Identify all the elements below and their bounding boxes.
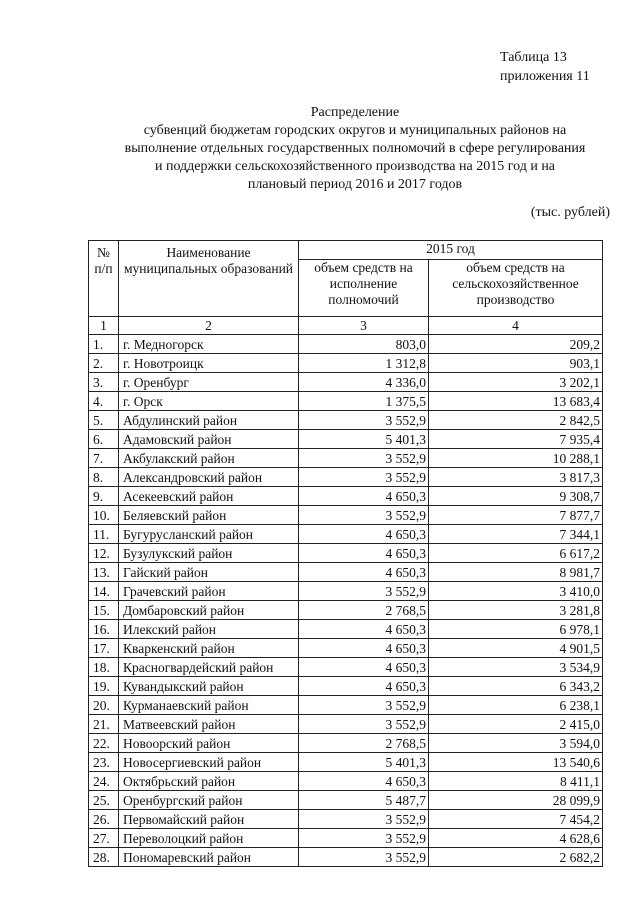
table-row bbox=[89, 430, 603, 449]
exec-amount: 4 650,3 bbox=[299, 677, 429, 696]
support-amount: 6 978,1 bbox=[429, 620, 603, 639]
municipality-name: Матвеевский район bbox=[119, 715, 299, 734]
support-amount: 3 410,0 bbox=[429, 582, 603, 601]
support-amount: 903,1 bbox=[429, 354, 603, 373]
row-number: 11. bbox=[89, 525, 119, 544]
table-row bbox=[89, 525, 603, 544]
exec-amount: 3 552,9 bbox=[299, 506, 429, 525]
table-row bbox=[89, 734, 603, 753]
municipality-name: Бугурусланский район bbox=[119, 525, 299, 544]
support-amount: 7 935,4 bbox=[429, 430, 603, 449]
table-row bbox=[89, 468, 603, 487]
table-row bbox=[89, 791, 603, 810]
title-line-2: субвенций бюджетам городских округов и муниципальных районов на bbox=[143, 123, 567, 138]
support-amount: 4 628,6 bbox=[429, 829, 603, 848]
row-number: 26. bbox=[89, 810, 119, 829]
row-number: 10. bbox=[89, 506, 119, 525]
support-amount: 7 877,7 bbox=[429, 506, 603, 525]
exec-amount: 3 552,9 bbox=[299, 810, 429, 829]
exec-amount: 4 650,3 bbox=[299, 639, 429, 658]
municipality-name: Октябрьский район bbox=[119, 772, 299, 791]
municipality-name: Кваркенский район bbox=[119, 639, 299, 658]
row-number: 22. bbox=[89, 734, 119, 753]
header-number: № п/п bbox=[89, 241, 119, 317]
exec-amount: 5 401,3 bbox=[299, 753, 429, 772]
table-row bbox=[89, 487, 603, 506]
row-number: 6. bbox=[89, 430, 119, 449]
support-amount: 2 682,2 bbox=[429, 848, 603, 867]
exec-amount: 4 336,0 bbox=[299, 373, 429, 392]
support-amount: 2 842,5 bbox=[429, 411, 603, 430]
exec-amount: 4 650,3 bbox=[299, 487, 429, 506]
exec-amount: 3 552,9 bbox=[299, 715, 429, 734]
table-row bbox=[89, 373, 603, 392]
municipality-name: Красногвардейский район bbox=[119, 658, 299, 677]
table-row bbox=[89, 601, 603, 620]
row-number: 24. bbox=[89, 772, 119, 791]
row-number: 2. bbox=[89, 354, 119, 373]
support-amount: 7 454,2 bbox=[429, 810, 603, 829]
municipality-name: Переволоцкий район bbox=[119, 829, 299, 848]
index-cell: 2 bbox=[119, 317, 299, 335]
exec-amount: 4 650,3 bbox=[299, 563, 429, 582]
exec-amount: 3 552,9 bbox=[299, 582, 429, 601]
index-cell: 4 bbox=[429, 317, 603, 335]
support-amount: 6 617,2 bbox=[429, 544, 603, 563]
table-row bbox=[89, 772, 603, 791]
municipality-name: Бузулукский район bbox=[119, 544, 299, 563]
index-cell: 1 bbox=[89, 317, 119, 335]
appendix-number: приложения 11 bbox=[500, 69, 590, 84]
header-exec: объем средств на исполнение полномочий bbox=[299, 260, 429, 317]
row-number: 8. bbox=[89, 468, 119, 487]
support-amount: 13 683,4 bbox=[429, 392, 603, 411]
exec-amount: 5 487,7 bbox=[299, 791, 429, 810]
row-number: 25. bbox=[89, 791, 119, 810]
support-amount: 209,2 bbox=[429, 335, 603, 354]
municipality-name: г. Новотроицк bbox=[119, 354, 299, 373]
row-number: 15. bbox=[89, 601, 119, 620]
exec-amount: 4 650,3 bbox=[299, 772, 429, 791]
table-row bbox=[89, 335, 603, 354]
table-row bbox=[89, 715, 603, 734]
header-support: объем средств на сельскохозяйственное производство bbox=[429, 260, 603, 317]
row-number: 14. bbox=[89, 582, 119, 601]
units-label: (тыс. рублей) bbox=[530, 205, 610, 220]
exec-amount: 3 552,9 bbox=[299, 696, 429, 715]
municipality-name: Грачевский район bbox=[119, 582, 299, 601]
row-number: 18. bbox=[89, 658, 119, 677]
index-cell: 3 bbox=[299, 317, 429, 335]
municipality-name: Асекеевский район bbox=[119, 487, 299, 506]
support-amount: 6 343,2 bbox=[429, 677, 603, 696]
municipality-name: Домбаровский район bbox=[119, 601, 299, 620]
municipality-name: Гайский район bbox=[119, 563, 299, 582]
support-amount: 13 540,6 bbox=[429, 753, 603, 772]
exec-amount: 803,0 bbox=[299, 335, 429, 354]
row-number: 23. bbox=[89, 753, 119, 772]
table-row bbox=[89, 677, 603, 696]
municipality-name: Пономаревский район bbox=[119, 848, 299, 867]
table-row bbox=[89, 639, 603, 658]
row-number: 19. bbox=[89, 677, 119, 696]
exec-amount: 1 375,5 bbox=[299, 392, 429, 411]
row-number: 7. bbox=[89, 449, 119, 468]
support-amount: 10 288,1 bbox=[429, 449, 603, 468]
support-amount: 3 817,3 bbox=[429, 468, 603, 487]
table-row bbox=[89, 354, 603, 373]
title-line-3: выполнение отдельных государственных полномочий в сфере регулирования bbox=[124, 141, 586, 156]
municipality-name: Абдулинский район bbox=[119, 411, 299, 430]
row-number: 5. bbox=[89, 411, 119, 430]
row-number: 21. bbox=[89, 715, 119, 734]
row-number: 17. bbox=[89, 639, 119, 658]
municipality-name: Кувандыкский район bbox=[119, 677, 299, 696]
row-number: 12. bbox=[89, 544, 119, 563]
table-reference bbox=[500, 48, 590, 86]
table-row bbox=[89, 753, 603, 772]
support-amount: 28 099,9 bbox=[429, 791, 603, 810]
municipality-name: Новосергиевский район bbox=[119, 753, 299, 772]
table-row bbox=[89, 449, 603, 468]
row-number: 20. bbox=[89, 696, 119, 715]
row-number: 13. bbox=[89, 563, 119, 582]
table-number: Таблица 13 bbox=[500, 50, 567, 65]
exec-amount: 4 650,3 bbox=[299, 544, 429, 563]
exec-amount: 2 768,5 bbox=[299, 601, 429, 620]
table-row bbox=[89, 392, 603, 411]
exec-amount: 4 650,3 bbox=[299, 620, 429, 639]
exec-amount: 3 552,9 bbox=[299, 829, 429, 848]
support-amount: 3 534,9 bbox=[429, 658, 603, 677]
table-body bbox=[89, 335, 603, 867]
municipality-name: Адамовский район bbox=[119, 430, 299, 449]
table-row bbox=[89, 658, 603, 677]
table-row bbox=[89, 506, 603, 525]
subvention-table bbox=[88, 240, 603, 867]
title-line-4: и поддержки сельскохозяйственного производства на 2015 год и на bbox=[154, 159, 556, 174]
municipality-name: Беляевский район bbox=[119, 506, 299, 525]
document-title bbox=[95, 104, 615, 194]
table-row bbox=[89, 620, 603, 639]
exec-amount: 3 552,9 bbox=[299, 848, 429, 867]
title-line-5: плановый период 2016 и 2017 годов bbox=[247, 177, 463, 192]
support-amount: 3 594,0 bbox=[429, 734, 603, 753]
municipality-name: Курманаевский район bbox=[119, 696, 299, 715]
municipality-name: Илекский район bbox=[119, 620, 299, 639]
header-year: 2015 год bbox=[299, 241, 603, 260]
municipality-name: Первомайский район bbox=[119, 810, 299, 829]
municipality-name: Новоорский район bbox=[119, 734, 299, 753]
support-amount: 3 202,1 bbox=[429, 373, 603, 392]
table-row bbox=[89, 582, 603, 601]
support-amount: 8 411,1 bbox=[429, 772, 603, 791]
support-amount: 4 901,5 bbox=[429, 639, 603, 658]
municipality-name: г. Медногорск bbox=[119, 335, 299, 354]
table-row bbox=[89, 829, 603, 848]
table-row bbox=[89, 696, 603, 715]
exec-amount: 4 650,3 bbox=[299, 525, 429, 544]
table-row bbox=[89, 848, 603, 867]
municipality-name: Оренбургский район bbox=[119, 791, 299, 810]
row-number: 1. bbox=[89, 335, 119, 354]
municipality-name: Акбулакский район bbox=[119, 449, 299, 468]
row-number: 9. bbox=[89, 487, 119, 506]
row-number: 4. bbox=[89, 392, 119, 411]
exec-amount: 3 552,9 bbox=[299, 449, 429, 468]
row-number: 16. bbox=[89, 620, 119, 639]
support-amount: 7 344,1 bbox=[429, 525, 603, 544]
table-row bbox=[89, 411, 603, 430]
municipality-name: Александровский район bbox=[119, 468, 299, 487]
exec-amount: 3 552,9 bbox=[299, 468, 429, 487]
municipality-name: г. Орск bbox=[119, 392, 299, 411]
table-row bbox=[89, 544, 603, 563]
exec-amount: 4 650,3 bbox=[299, 658, 429, 677]
municipality-name: г. Оренбург bbox=[119, 373, 299, 392]
exec-amount: 1 312,8 bbox=[299, 354, 429, 373]
row-number: 27. bbox=[89, 829, 119, 848]
row-number: 3. bbox=[89, 373, 119, 392]
support-amount: 3 281,8 bbox=[429, 601, 603, 620]
table-row bbox=[89, 810, 603, 829]
header-name: Наименование муниципальных образований bbox=[119, 241, 299, 317]
exec-amount: 2 768,5 bbox=[299, 734, 429, 753]
support-amount: 8 981,7 bbox=[429, 563, 603, 582]
row-number: 28. bbox=[89, 848, 119, 867]
support-amount: 9 308,7 bbox=[429, 487, 603, 506]
support-amount: 2 415,0 bbox=[429, 715, 603, 734]
exec-amount: 3 552,9 bbox=[299, 411, 429, 430]
support-amount: 6 238,1 bbox=[429, 696, 603, 715]
title-line-1: Распределение bbox=[310, 105, 400, 120]
table-row bbox=[89, 563, 603, 582]
exec-amount: 5 401,3 bbox=[299, 430, 429, 449]
